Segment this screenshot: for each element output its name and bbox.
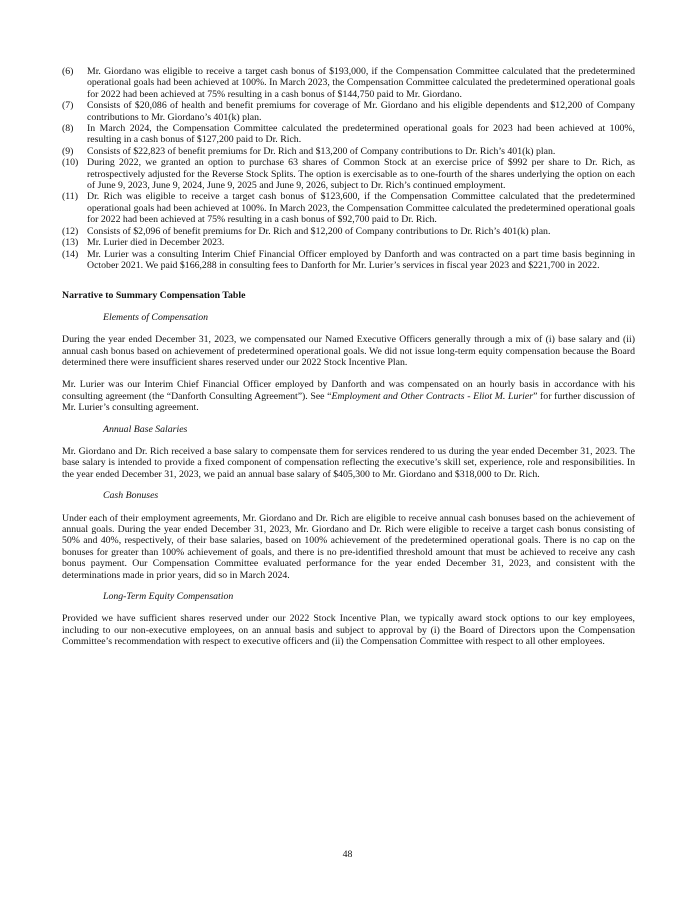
- footnote-text: Consists of $22,823 of benefit premiums for Dr. Rich and $13,200 of Company contributions to Dr. Rich’s 401(k) plan.: [87, 145, 556, 157]
- subheading-annual-base-salaries: Annual Base Salaries: [103, 423, 188, 435]
- footnote-text: Mr. Giordano was eligible to receive a target cash bonus of $193,000, if the Compensation Committee calculated that the predetermined operational goals had been achieved at 100%. In March 2023, the Compensation Committee calculated the predetermined operational goals for 2022 had been achieved at 75% resulting in a cash bonus of $144,750 paid to Mr. Giordano.: [87, 66, 635, 100]
- document-page: [62, 66, 635, 648]
- footnote-text: Consists of $20,086 of health and benefit premiums for coverage of Mr. Giordano and his eligible dependents and $12,200 of Company contributions to Mr. Giordano’s 401(k) plan.: [87, 100, 635, 123]
- footnote-number: (6): [62, 66, 74, 77]
- footnote-number: (9): [62, 145, 74, 157]
- footnote-8: [62, 123, 635, 146]
- footnote-13: [62, 237, 635, 248]
- paragraph-text: ” for further discussion of Mr. Lurier’s consulting agreement.: [62, 390, 635, 414]
- footnote-6: [62, 66, 635, 100]
- paragraph-elements-1: During the year ended December 31, 2023, we compensated our Named Executive Officers generally through a mix of (i) base salary and (ii) annual cash bonus based on achievement of predetermined operational goals. We did not issue long-term equity compensation because the Board determined there were insufficient shares reserved under our 2022 Stock Incentive Plan.: [62, 334, 635, 368]
- footnote-text: Dr. Rich was eligible to receive a target cash bonus of $123,600, if the Compensation Committee calculated that the predetermined operational goals had been achieved at 100%. In March 2023, the Compensation Committee calculated the predetermined operational goals for 2022 had been achieved at 75% resulting in a cash bonus of $92,700 paid to Dr. Rich.: [87, 191, 635, 226]
- footnote-list: [62, 66, 635, 271]
- footnote-number: (8): [62, 123, 74, 135]
- footnote-14: [62, 249, 635, 272]
- paragraph-salaries: Mr. Giordano and Dr. Rich received a base salary to compensate them for services rendered to us during the year ended December 31, 2023. The base salary is intended to provide a fixed component of compensation reflecting the executive’s skill set, experience, role and responsibilities. In the year ended December 31, 2023, we paid an annual base salary of $405,300 to Mr. Giordano and $318,000 to Dr. Rich.: [62, 445, 635, 480]
- paragraph-bonuses: Under each of their employment agreements, Mr. Giordano and Dr. Rich are eligible to receive annual cash bonuses based on the achievement of annual goals. During the year ended December 31, 2023, Mr. Giordano and Dr. Rich were eligible to receive a target cash bonus consisting of 50% and 40%, respectively, of their base salaries, based on 100% achievement of the predetermined operational goals. There is no cap on the bonuses for greater than 100% achievement of goals, and there is no pre-identified threshold amount that must be achieved to receive any cash bonus payment. Our Compensation Committee evaluated performance for the year ended December 31, 2023, and consistent with the determinations made in prior years, did so in March 2024.: [62, 512, 635, 581]
- footnote-7: [62, 100, 635, 123]
- paragraph-elements-2: [62, 379, 635, 413]
- footnote-11: [62, 191, 635, 225]
- footnote-text: Mr. Lurier was a consulting Interim Chief Financial Officer employed by Danforth and was contracted on a part time basis beginning in October 2021. We paid $166,288 in consulting fees to Danforth for Mr. Lurier’s services in fiscal year 2023 and $221,700 in 2022.: [87, 248, 635, 271]
- footnote-12: [62, 226, 635, 237]
- footnote-number: (10): [62, 157, 79, 169]
- footnote-9: [62, 146, 635, 157]
- section-title: Narrative to Summary Compensation Table: [62, 290, 246, 302]
- footnote-text: During 2022, we granted an option to purchase 63 shares of Common Stock at an exercise price of $992 per share to Dr. Rich, as retrospectively adjusted for the Reverse Stock Splits. The option is exercisable as to one-fourth of the shares underlying the option on each of June 9, 2023, June 9, 2024, June 9, 2025 and June 9, 2026, subject to Dr. Rich’s continued employment.: [87, 157, 635, 192]
- footnote-number: (11): [62, 191, 78, 203]
- footnote-10: [62, 157, 635, 191]
- subheading-cash-bonuses: Cash Bonuses: [103, 490, 159, 502]
- footnote-number: (12): [62, 225, 79, 237]
- paragraph-equity: Provided we have sufficient shares reserved under our 2022 Stock Incentive Plan, we typically award stock options to our key employees, including to our non-executive employees, on an annual basis and subject to approval by (i) the Board of Directors upon the Compensation Committee’s recommendation with respect to executive officers and (ii) the Compensation Committee with respect to all other employees.: [62, 613, 635, 648]
- footnote-number: (13): [62, 237, 79, 249]
- subheading-elements-of-compensation: Elements of Compensation: [103, 311, 209, 323]
- footnote-text: Consists of $2,096 of benefit premiums for Dr. Rich and $12,200 of Company contributions to Dr. Rich’s 401(k) plan.: [87, 225, 551, 237]
- paragraph-text: Mr. Lurier was our Interim Chief Financial Officer employed by Danforth and was compensated on an hourly basis in accordance with his consulting agreement (the “Danforth Consulting Agreement”). See “: [62, 379, 635, 402]
- page-number: 48: [342, 849, 353, 860]
- footnote-number: (7): [62, 100, 74, 112]
- footnote-text: In March 2024, the Compensation Committee calculated the predetermined operational goals for 2023 had been achieved at 100%, resulting in a cash bonus of $127,200 paid to Dr. Rich.: [87, 123, 635, 146]
- cross-reference-text: Employment and Other Contracts - Eliot M. Lurier: [331, 390, 534, 402]
- footnote-number: (14): [62, 248, 79, 260]
- subheading-long-term-equity: Long-Term Equity Compensation: [103, 591, 234, 603]
- footnote-text: Mr. Lurier died in December 2023.: [87, 237, 225, 249]
